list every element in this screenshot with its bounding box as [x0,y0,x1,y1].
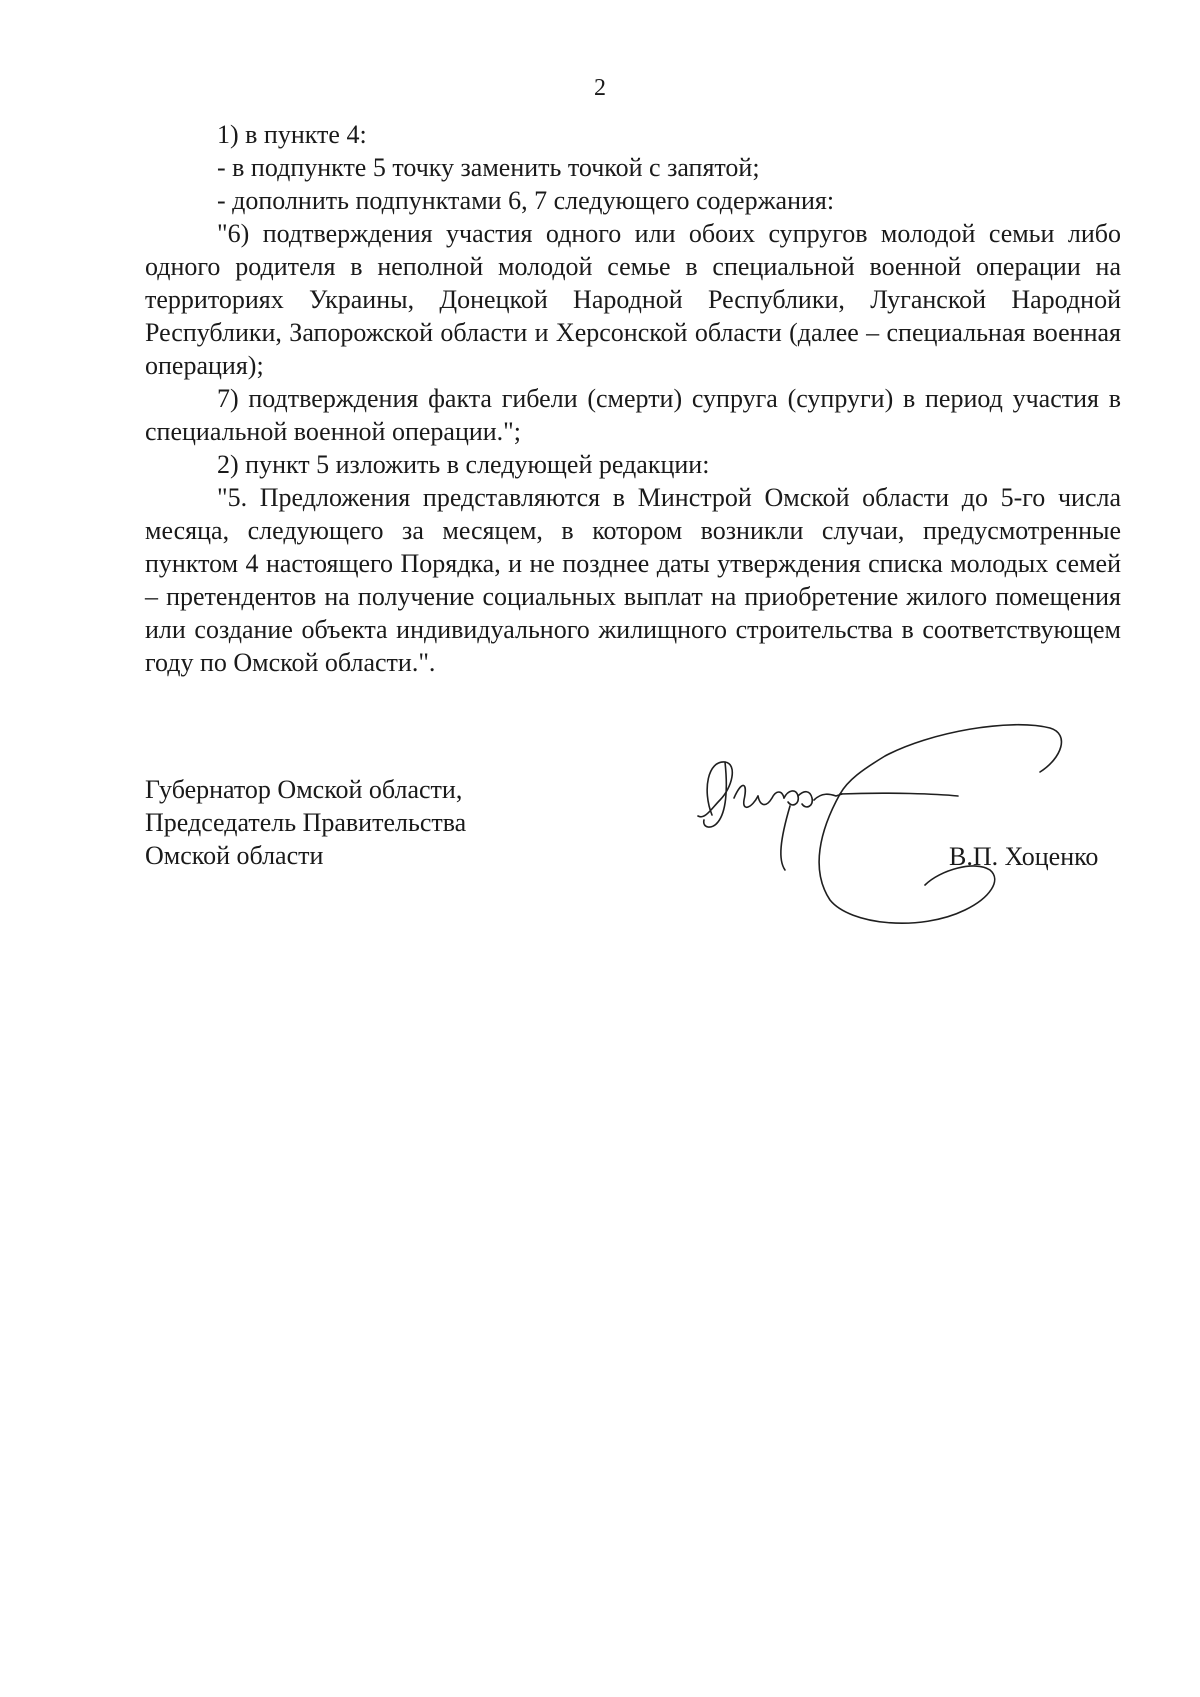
paragraph-subpoint-7: 7) подтверждения факта гибели (смерти) супруга (супруги) в период участия в специальной военной операции."; [145,384,1121,446]
document-body [145,118,1121,679]
signatory-name: В.П. Хоценко [949,842,1099,871]
paragraph-subpoint-6: "6) подтверждения участия одного или обоих супругов молодой семьи либо одного родителя в неполной молодой семье в специальной военной операции на территориях Украины, Донецкой Народной Республики, Луганской Народной Республики, Запорожской области и Херсонской области (далее – специальная военная операция); [145,219,1121,380]
signatory-title [145,773,466,872]
signatory-title-line: Омской области [145,841,324,870]
paragraph-add-subpoints: - дополнить подпунктами 6, 7 следующего содержания: [217,186,835,215]
page-number: 2 [594,75,606,101]
signatory-title-line: Председатель Правительства [145,808,467,837]
signatory-title-line: Губернатор Омской области, [145,775,463,804]
paragraph-point-5-text: "5. Предложения представляются в Минстрой Омской области до 5-го числа месяца, следующего за месяцем, в котором возникли случаи, предусмотренные пунктом 4 настоящего Порядка, и не позднее даты утверждения списка молодых семей – претендентов на получение социальных выплат на приобретение жилого помещения или создание объекта индивидуального жилищного строительства в соответствующем году по Омской области.". [145,483,1121,677]
paragraph-amendment-point-5: 2) пункт 5 изложить в следующей редакции: [217,450,710,479]
paragraph-amendment-point-4: 1) в пункте 4: [217,120,367,149]
handwritten-signature [690,720,1110,940]
paragraph-subpoint-5-change: - в подпункте 5 точку заменить точкой с запятой; [217,153,760,182]
